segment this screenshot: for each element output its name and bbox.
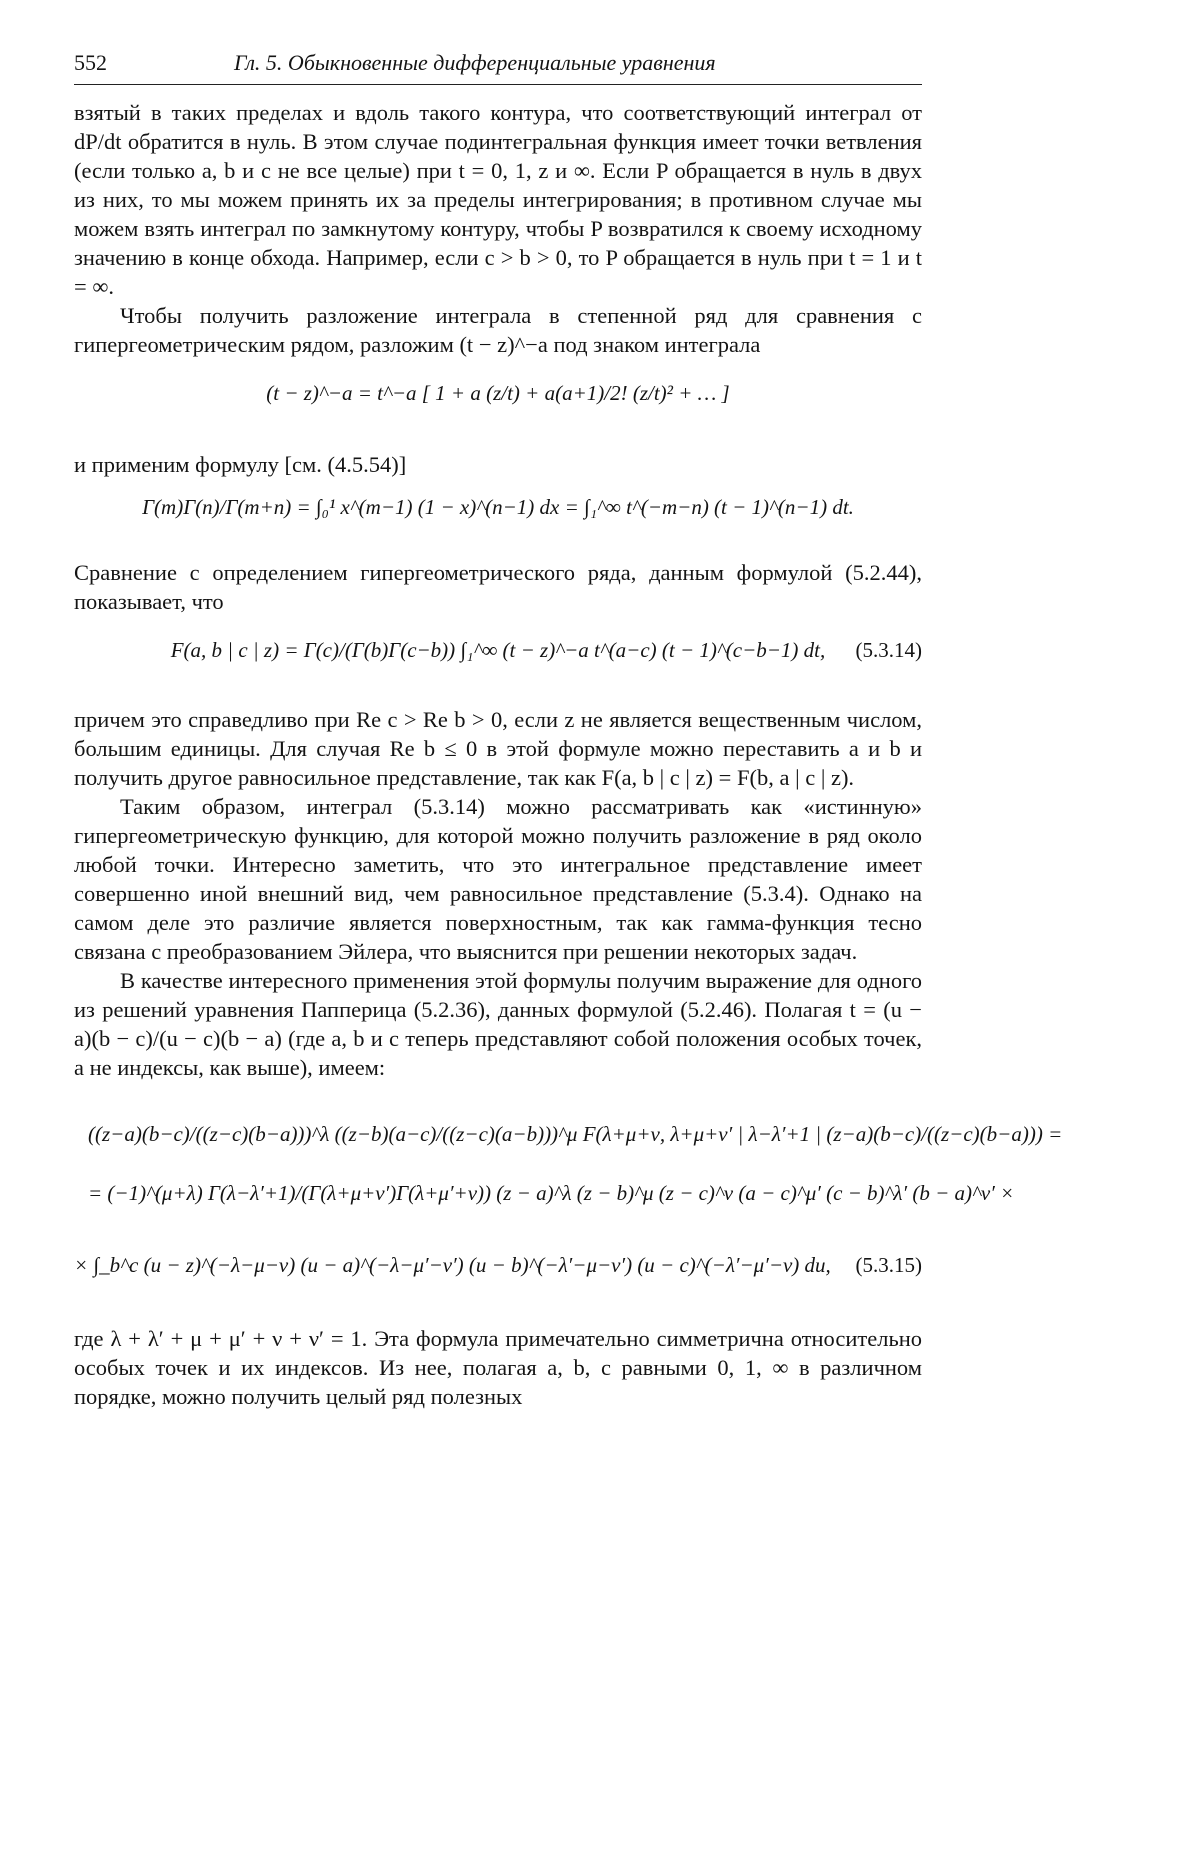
- paragraph-true-hypergeometric: Таким образом, интеграл (5.3.14) можно рассматривать как «истинную» гипергеометрическую функцию, для которой можно получить разложение в ряд около любой точки. Интересно заметить, что это интегральное представление имеет совершенно иной внешний вид, чем равносильное представление (5.3.4). Однако на самом деле это различие является поверхностным, так как гамма-функция тесно связана с преобразованием Эйлера, что выяснится при решении некоторых задач.: [74, 794, 922, 964]
- paragraph-continuation: взятый в таких пределах и вдоль такого контура, что соответствующий интеграл от dP/dt обратится в нуль. В этом случае подинтегральная функция имеет точки ветвления (если только a, b и c не все целые) при t = 0, 1, z и ∞. Если P обращается в нуль в двух из них, то мы можем принять их за пределы интегрирования; в противном случае мы можем взять интеграл по замкнутому контуру, чтобы P возвратился к своему исходному значению в конце обхода. Например, если c > b > 0, то P обращается в нуль при t = 1 и t = ∞.: [74, 100, 922, 299]
- formula-5-3-15-line3: × ∫_b^c (u − z)^(−λ−μ−ν) (u − a)^(−λ−μ′−ν′) (u − b)^(−λ′−μ−ν′) (u − c)^(−λ′−μ′−ν) du,: [74, 1253, 831, 1277]
- formula-5-3-15: [74, 1106, 1063, 1306]
- formula-expansion: (t − z)^−a = t^−a [ 1 + a (z/t) + a(a+1)/2! (z/t)² + … ]: [266, 381, 730, 405]
- equation-number-5-3-14: (5.3.14): [855, 638, 922, 662]
- formula-5-3-14-body: F(a, b | c | z) = Γ(c)/(Γ(b)Γ(c−b)) ∫₁^∞ (t − z)^−a t^(a−c) (t − 1)^(c−b−1) dt,: [170, 638, 826, 662]
- page-number: 552: [74, 50, 107, 75]
- paragraph-apply-formula: и применим формулу [см. (4.5.54)]: [74, 452, 407, 477]
- running-header: [74, 50, 922, 85]
- formula-5-3-15-line1: ((z−a)(b−c)/((z−c)(b−a)))^λ ((z−b)(a−c)/((z−c)(a−b)))^μ F(λ+μ+ν, λ+μ+ν′ | λ−λ′+1 | (z−a)(b−c)/((z−c)(b−a))) =: [88, 1122, 1063, 1146]
- equation-number-5-3-15: (5.3.15): [855, 1253, 922, 1277]
- formula-5-3-14: [74, 636, 922, 665]
- running-title: Гл. 5. Обыкновенные дифференциальные уравнения: [234, 50, 716, 75]
- formula-5-3-15-line2: = (−1)^(μ+λ) Γ(λ−λ′+1)/(Γ(λ+μ+ν′)Γ(λ+μ′+ν)) (z − a)^λ (z − b)^μ (z − c)^ν (a − c)^μ′ (c − b)^λ′ (b − a)^ν′ ×: [88, 1181, 1015, 1205]
- formula-5-3-15-line3-wrap: [74, 1224, 922, 1306]
- page-body: [74, 98, 1063, 1411]
- paragraph-series-expansion: Чтобы получить разложение интеграла в степенной ряд для сравнения с гипергеометрическим рядом, разложим (t − z)^−a под знаком интеграла: [74, 303, 922, 357]
- paragraph-papperitz-application: В качестве интересного применения этой формулы получим выражение для одного из решений уравнения Папперица (5.2.36), данных формулой (5.2.46). Полагая t = (u − a)(b − c)/(u − c)(b − a) (где a, b и c теперь представляют собой положения особых точек, а не индексы, как выше), имеем:: [74, 968, 922, 1080]
- paragraph-symmetric-note: где λ + λ′ + μ + μ′ + ν + ν′ = 1. Эта формула примечательно симметрична относительно особых точек и их индексов. Из нее, полагая a, b, c равными 0, 1, ∞ в различном порядке, можно получить целый ряд полезных: [74, 1326, 922, 1409]
- formula-beta-integral: Γ(m)Γ(n)/Γ(m+n) = ∫₀¹ x^(m−1) (1 − x)^(n−1) dx = ∫₁^∞ t^(−m−n) (t − 1)^(n−1) dt.: [142, 495, 854, 519]
- paragraph-comparison: Сравнение с определением гипергеометрического ряда, данным формулой (5.2.44), показывает, что: [74, 560, 922, 614]
- paragraph-validity: причем это справедливо при Re c > Re b > 0, если z не является вещественным числом, большим единицы. Для случая Re b ≤ 0 в этой формуле можно переставить a и b и получить другое равносильное представление, так как F(a, b | c | z) = F(b, a | c | z).: [74, 707, 922, 790]
